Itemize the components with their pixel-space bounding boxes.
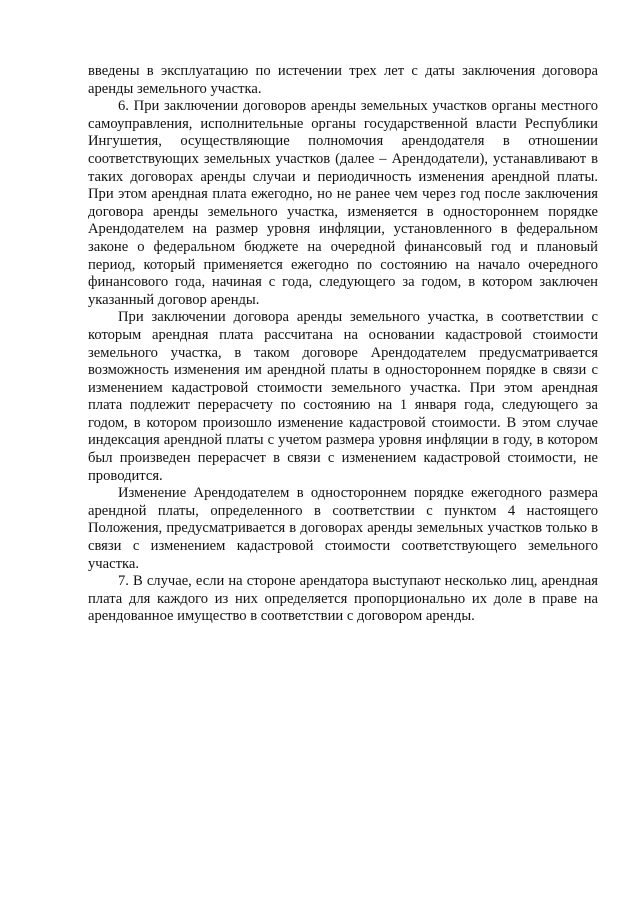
paragraph-item-7: 7. В случае, если на стороне арендатора выступают несколько лиц, арендная плата для каждого из них определяется пропорционально их доле в праве на арендованное имущество в соответствии с договором аренды. <box>88 573 598 625</box>
paragraph-cadastral-value: При заключении договора аренды земельного участка, в соответствии с которым арендная плата рассчитана на основании кадастровой стоимости земельного участка, в таком договоре Арендодателем предусматривается возможность изменения им арендной платы в одностороннем порядке в связи с изменением кадастровой стоимости земельного участка. При этом арендная плата подлежит перерасчету по состоянию на 1 января года, следующего за годом, в котором произошло изменение кадастровой стоимости. В этом случае индексация арендной платы с учетом размера уровня инфляции в году, в котором был произведен перерасчет в связи с изменением кадастровой стоимости, не проводится. <box>88 309 598 484</box>
paragraph-unilateral-change: Изменение Арендодателем в одностороннем порядке ежегодного размера арендной платы, определенного в соответствии с пунктом 4 настоящего Положения, предусматривается в договорах аренды земельных участков только в связи с изменением кадастровой стоимости соответствующего земельного участка. <box>88 485 598 572</box>
paragraph-continuation: введены в эксплуатацию по истечении трех лет с даты заключения договора аренды земельного участка. <box>88 63 598 97</box>
document-page <box>88 63 598 626</box>
paragraph-item-6: 6. При заключении договоров аренды земельных участков органы местного самоуправления, исполнительные органы государственной власти Республики Ингушетия, осуществляющие полномочия арендодателя в отношении соответствующих земельных участков (далее – Арендодатели), устанавливают в таких договорах аренды случаи и периодичность изменения арендной платы. При этом арендная плата ежегодно, но не ранее чем через год после заключения договора аренды земельного участка, изменяется в одностороннем порядке Арендодателем на размер уровня инфляции, установленного в федеральном законе о федеральном бюджете на очередной финансовый год и плановый период, который применяется ежегодно по состоянию на начало очередного финансового года, начиная с года, следующего за годом, в котором заключен указанный договор аренды. <box>88 98 598 308</box>
